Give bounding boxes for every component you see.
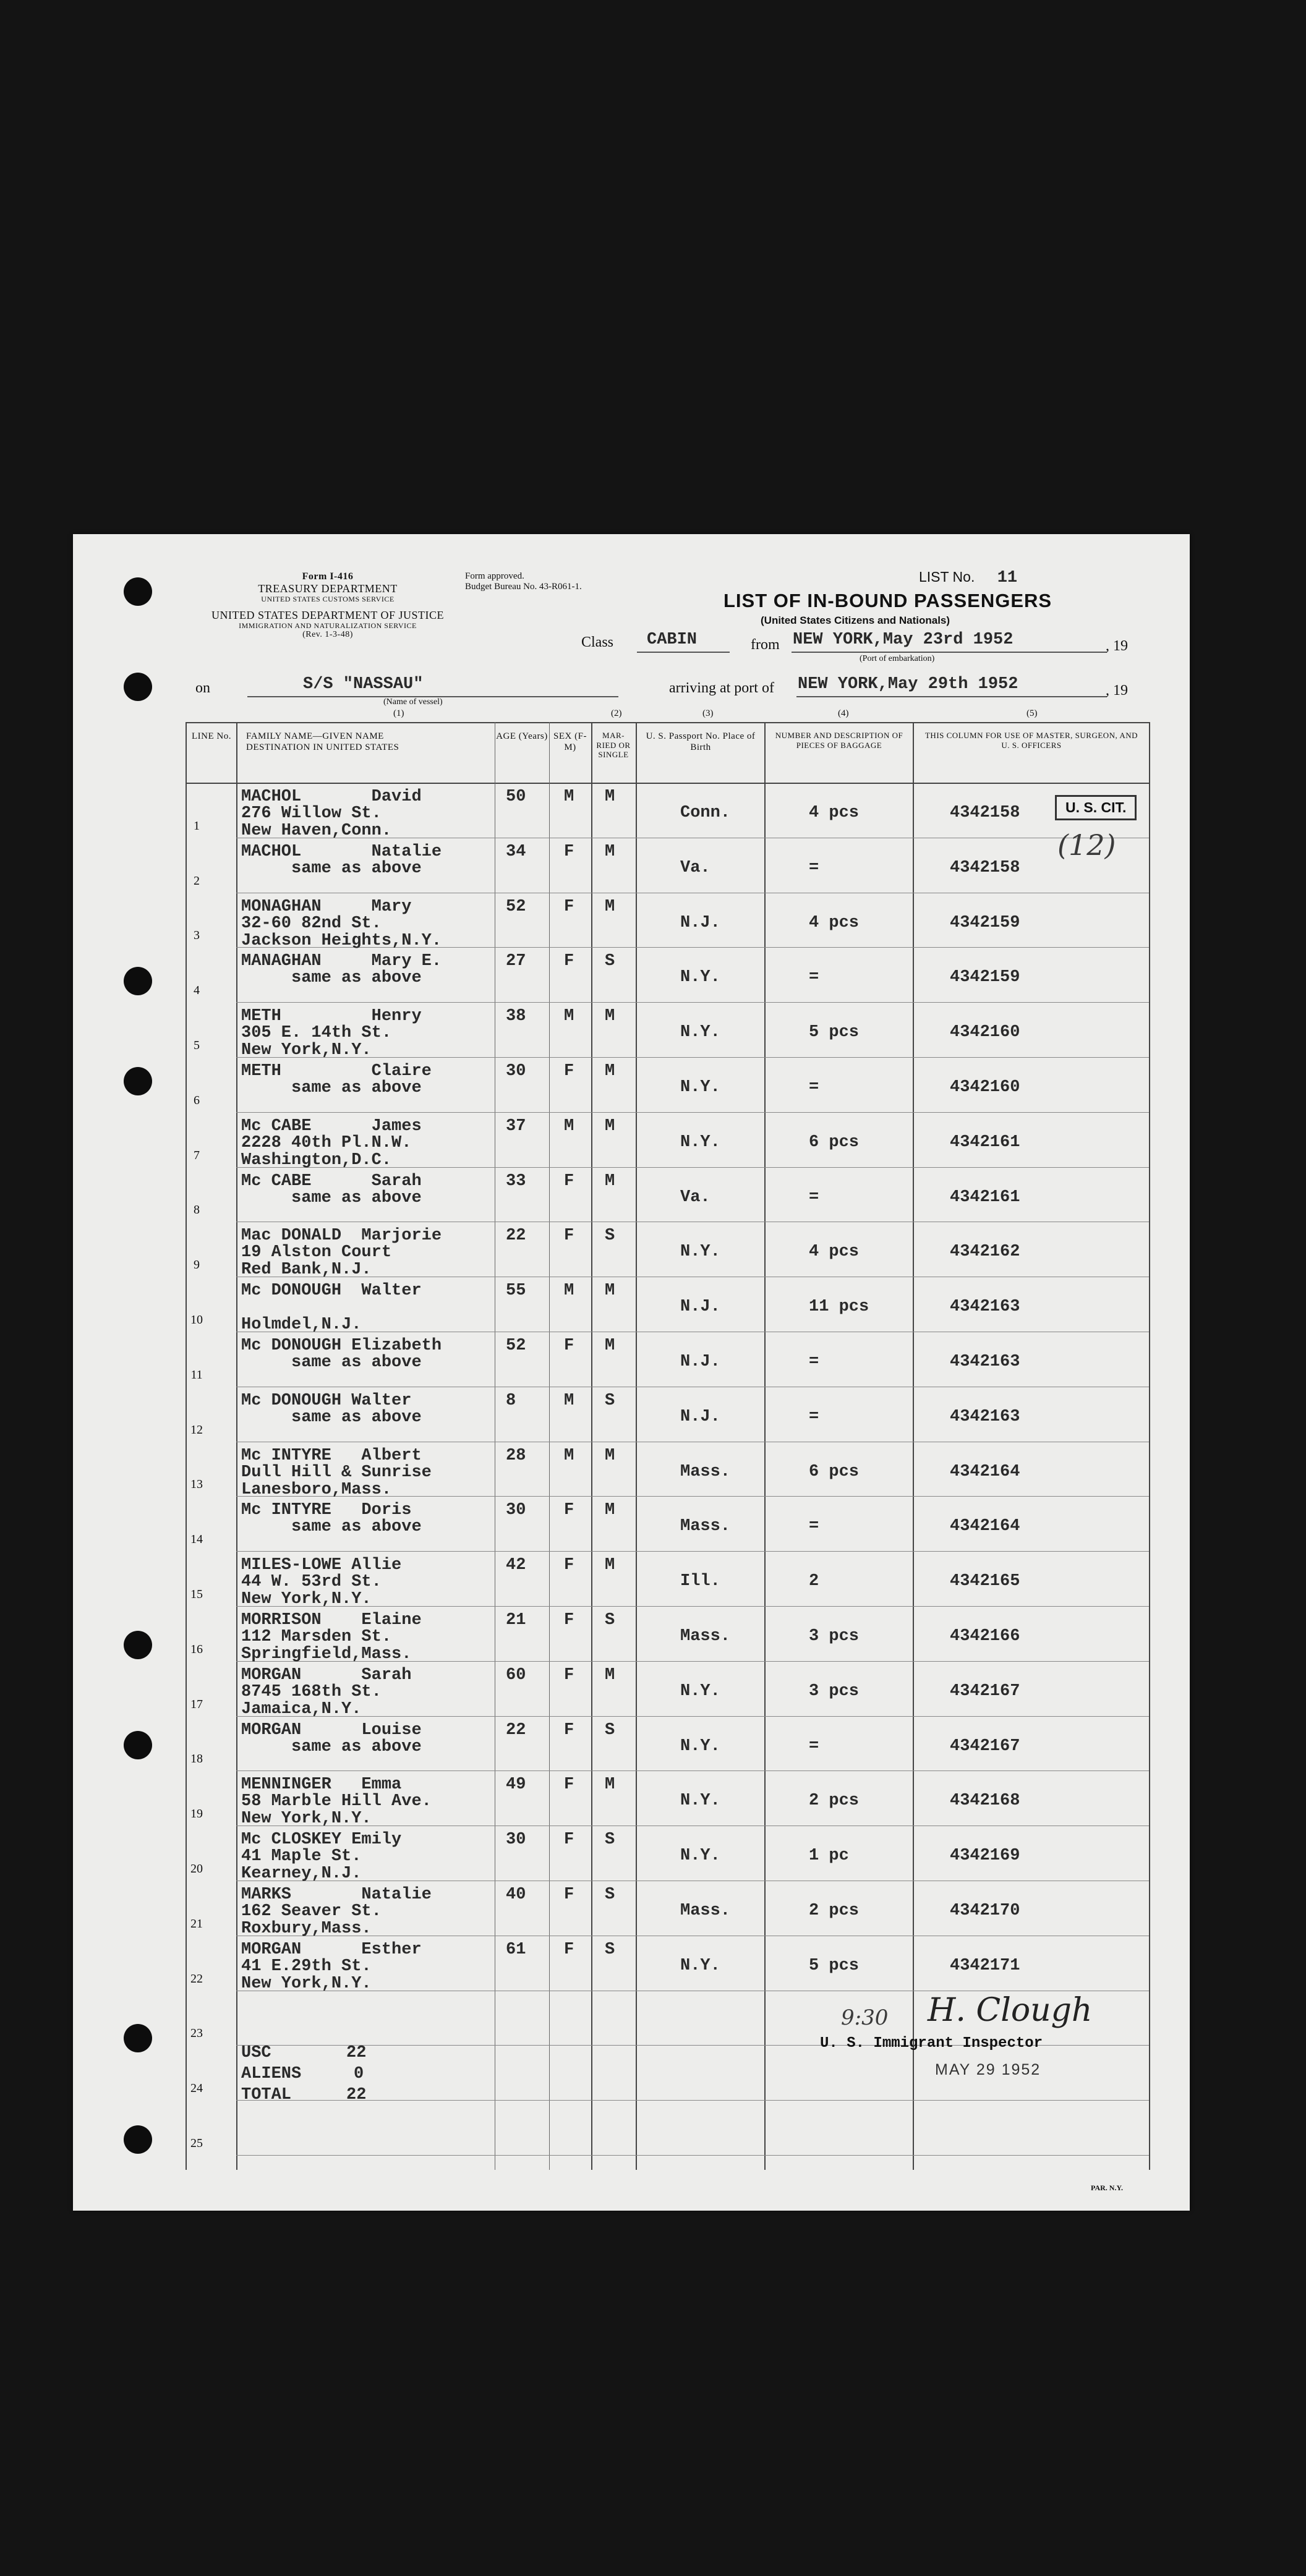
- row-passenger-name: MILES-LOWE Allie: [241, 1556, 402, 1575]
- row-age: 30: [506, 1501, 526, 1520]
- row-passenger-name: MENNINGER Emma: [241, 1775, 402, 1795]
- row-baggage: =: [809, 1517, 819, 1536]
- row-destination: same as above: [241, 1408, 422, 1427]
- row-sex: F: [564, 842, 574, 861]
- row-destination: same as above: [241, 1737, 422, 1756]
- row-destination: 2228 40th Pl.N.W. Washington,D.C.: [241, 1133, 412, 1170]
- row-marital-status: S: [605, 1391, 615, 1410]
- row-reference-number: 4342159: [950, 913, 1020, 932]
- row-line-number: 2: [194, 874, 200, 888]
- row-baggage: =: [809, 858, 819, 877]
- row-line-number: 3: [194, 929, 200, 943]
- list-no-value: 11: [997, 569, 1018, 587]
- treasury-dept: TREASURY DEPARTMENT: [258, 582, 398, 595]
- row-baggage: 11 pcs: [809, 1298, 869, 1317]
- row-reference-number: 4342161: [950, 1188, 1020, 1207]
- col-name-label: FAMILY NAME—GIVEN NAME: [246, 731, 384, 741]
- row-marital-status: S: [605, 1940, 615, 1959]
- class-value: CABIN: [647, 631, 698, 649]
- us-cit-stamp: U. S. CIT.: [1055, 795, 1137, 820]
- row-age: 60: [506, 1665, 526, 1685]
- row-age: 49: [506, 1775, 526, 1795]
- punch-hole: [124, 967, 152, 995]
- row-marital-status: M: [605, 1282, 615, 1301]
- row-line-number: 19: [190, 1807, 203, 1821]
- row-passenger-name: MORGAN Sarah: [241, 1665, 412, 1685]
- row-birthplace: N.Y.: [680, 1078, 720, 1097]
- row-line-number: 6: [194, 1093, 200, 1107]
- row-birthplace: N.Y.: [680, 1792, 720, 1811]
- row-sex: F: [564, 1885, 574, 1904]
- row-reference-number: 4342167: [950, 1736, 1020, 1756]
- row-marital-status: M: [605, 1775, 615, 1795]
- row-sex: M: [564, 1446, 574, 1465]
- customs-service: UNITED STATES CUSTOMS SERVICE: [261, 595, 395, 604]
- row-line-number: 22: [190, 1971, 203, 1986]
- year-suffix: , 19: [1106, 638, 1128, 654]
- row-reference-number: 4342159: [950, 968, 1020, 987]
- col-num-1: (1): [393, 708, 404, 718]
- row-line-number: 11: [190, 1367, 203, 1382]
- row-destination: 58 Marble Hill Ave. New York,N.Y.: [241, 1792, 432, 1829]
- row-birthplace: N.J.: [680, 1407, 720, 1426]
- row-destination: 41 Maple St. Kearney,N.J.: [241, 1847, 362, 1884]
- row-destination: Dull Hill & Sunrise Lanesboro,Mass.: [241, 1463, 432, 1499]
- row-passenger-name: Mc DONOUGH Walter: [241, 1282, 422, 1301]
- form-revision: (Rev. 1-3-48): [302, 630, 353, 640]
- totals-usc: 22: [346, 2044, 367, 2062]
- row-age: 61: [506, 1940, 526, 1959]
- row-destination: 41 E.29th St. New York,N.Y.: [241, 1957, 372, 1993]
- col-num-5: (5): [1026, 708, 1038, 718]
- justice-dept: UNITED STATES DEPARTMENT OF JUSTICE: [211, 608, 444, 621]
- row-passenger-name: Mc CABE James: [241, 1116, 422, 1136]
- row-baggage: 3 pcs: [809, 1627, 860, 1646]
- handwritten-count: (12): [1057, 828, 1116, 862]
- row-baggage: 6 pcs: [809, 1133, 860, 1152]
- punch-hole: [124, 673, 152, 701]
- col-pieces-header: NUMBER AND DESCRIPTION OF PIECES OF BAGGAGE: [775, 731, 903, 750]
- row-line-number: 9: [194, 1258, 200, 1272]
- row-reference-number: 4342171: [950, 1956, 1020, 1975]
- row-passenger-name: METH Claire: [241, 1062, 432, 1081]
- row-age: 21: [506, 1611, 526, 1630]
- row-marital-status: M: [605, 788, 615, 806]
- row-line-number: 1: [194, 818, 200, 833]
- row-line-number: 8: [194, 1203, 200, 1217]
- row-marital-status: S: [605, 1885, 615, 1904]
- row-destination: same as above: [241, 859, 422, 878]
- row-baggage: 2 pcs: [809, 1902, 860, 1920]
- punch-hole: [124, 2125, 152, 2154]
- punch-hole: [124, 1067, 152, 1095]
- row-destination: 32-60 82nd St. Jackson Heights,N.Y.: [241, 914, 442, 950]
- from-value: NEW YORK,May 23rd 1952: [793, 631, 1014, 649]
- row-reference-number: 4342169: [950, 1847, 1020, 1866]
- row-destination: 44 W. 53rd St. New York,N.Y.: [241, 1573, 382, 1609]
- row-destination: 276 Willow St. New Haven,Conn.: [241, 804, 392, 840]
- row-passenger-name: MORGAN Louise: [241, 1720, 422, 1740]
- row-sex: F: [564, 1940, 574, 1959]
- col-dest-label: DESTINATION IN UNITED STATES: [246, 742, 399, 752]
- row-destination: 162 Seaver St. Roxbury,Mass.: [241, 1902, 382, 1938]
- row-destination: Holmdel,N.J.: [241, 1316, 362, 1335]
- row-reference-number: 4342161: [950, 1133, 1020, 1152]
- row-age: 8: [506, 1391, 516, 1410]
- row-marital-status: M: [605, 1446, 615, 1465]
- row-age: 40: [506, 1885, 526, 1904]
- row-destination: 305 E. 14th St. New York,N.Y.: [241, 1024, 392, 1060]
- date-stamp: MAY 29 1952: [935, 2061, 1041, 2078]
- row-age: 30: [506, 1062, 526, 1081]
- col-num-4: (4): [838, 708, 849, 718]
- row-line-number: 15: [190, 1588, 203, 1601]
- row-line-number: 18: [190, 1752, 203, 1766]
- row-passenger-name: Mc CABE Sarah: [241, 1171, 422, 1191]
- row-birthplace: N.Y.: [680, 1956, 720, 1975]
- row-reference-number: 4342165: [950, 1572, 1020, 1591]
- row-line-number: 14: [190, 1532, 203, 1547]
- on-label: on: [195, 680, 210, 696]
- row-birthplace: N.Y.: [680, 1133, 720, 1152]
- row-line-number: 5: [194, 1039, 200, 1052]
- row-passenger-name: MORGAN Esther: [241, 1940, 422, 1959]
- row-marital-status: M: [605, 1665, 615, 1685]
- row-sex: F: [564, 1720, 574, 1740]
- row-line-number: 10: [190, 1313, 203, 1327]
- row-passenger-name: Mac DONALD Marjorie: [241, 1226, 442, 1246]
- row-passenger-name: MACHOL David: [241, 788, 422, 806]
- row-passenger-name: Mc CLOSKEY Emily: [241, 1830, 402, 1850]
- row-line-number: 20: [190, 1862, 203, 1876]
- row-destination: 19 Alston Court Red Bank,N.J.: [241, 1243, 392, 1280]
- row-age: 28: [506, 1446, 526, 1465]
- row-passenger-name: Mc INTYRE Albert: [241, 1446, 422, 1465]
- row-baggage: 6 pcs: [809, 1462, 860, 1481]
- row-marital-status: M: [605, 897, 615, 916]
- row-line-number: 13: [190, 1477, 203, 1492]
- totals-total-label: TOTAL: [241, 2086, 292, 2104]
- totals-total: 22: [346, 2086, 367, 2104]
- row-marital-status: M: [605, 1116, 615, 1136]
- class-label: Class: [581, 634, 614, 650]
- row-reference-number: 4342164: [950, 1462, 1020, 1481]
- row-reference-number: 4342163: [950, 1353, 1020, 1371]
- form-header-left: [204, 571, 451, 640]
- row-birthplace: Ill.: [680, 1572, 720, 1591]
- row-reference-number: 4342168: [950, 1792, 1020, 1811]
- row-sex: M: [564, 1007, 574, 1026]
- row-marital-status: S: [605, 952, 615, 971]
- row-age: 52: [506, 1337, 526, 1355]
- ins-service: IMMIGRATION AND NATURALIZATION SERVICE: [239, 621, 417, 630]
- row-sex: F: [564, 1062, 574, 1081]
- row-reference-number: 4342166: [950, 1627, 1020, 1646]
- row-destination: same as above: [241, 1079, 422, 1097]
- row-line-number: 25: [190, 2136, 203, 2150]
- row-baggage: 4 pcs: [809, 1243, 860, 1262]
- row-baggage: =: [809, 968, 819, 987]
- row-baggage: 2: [809, 1572, 819, 1591]
- row-reference-number: 4342162: [950, 1243, 1020, 1262]
- row-birthplace: N.Y.: [680, 1736, 720, 1756]
- row-baggage: 2 pcs: [809, 1792, 860, 1811]
- row-passenger-name: MACHOL Natalie: [241, 842, 442, 861]
- row-destination: 112 Marsden St. Springfield,Mass.: [241, 1628, 412, 1664]
- row-birthplace: N.Y.: [680, 1681, 720, 1701]
- row-marital-status: M: [605, 1501, 615, 1520]
- row-sex: F: [564, 1556, 574, 1575]
- row-age: 52: [506, 897, 526, 916]
- row-sex: F: [564, 1611, 574, 1630]
- row-marital-status: S: [605, 1830, 615, 1850]
- row-age: 50: [506, 788, 526, 806]
- row-destination: 8745 168th St. Jamaica,N.Y.: [241, 1682, 382, 1719]
- row-reference-number: 4342160: [950, 1023, 1020, 1042]
- row-sex: M: [564, 1116, 574, 1136]
- row-sex: F: [564, 1775, 574, 1795]
- row-age: 33: [506, 1171, 526, 1191]
- row-reference-number: 4342170: [950, 1902, 1020, 1920]
- row-birthplace: N.J.: [680, 913, 720, 932]
- row-age: 38: [506, 1007, 526, 1026]
- row-baggage: =: [809, 1353, 819, 1371]
- row-reference-number: 4342163: [950, 1298, 1020, 1317]
- col-num-3: (3): [702, 708, 714, 718]
- row-passenger-name: MONAGHAN Mary: [241, 897, 412, 916]
- row-passenger-name: MARKS Natalie: [241, 1885, 432, 1904]
- from-label: from: [751, 637, 780, 653]
- row-passenger-name: MORRISON Elaine: [241, 1611, 422, 1630]
- row-birthplace: N.Y.: [680, 1847, 720, 1866]
- row-age: 34: [506, 842, 526, 861]
- arriving-label: arriving at port of: [669, 680, 774, 696]
- row-baggage: 4 pcs: [809, 913, 860, 932]
- page-title: LIST OF IN-BOUND PASSENGERS: [723, 590, 1052, 611]
- col-master-header: THIS COLUMN FOR USE OF MASTER, SURGEON, AND U. S. OFFICERS: [924, 731, 1138, 750]
- row-marital-status: M: [605, 1171, 615, 1191]
- row-marital-status: M: [605, 1556, 615, 1575]
- row-age: 27: [506, 952, 526, 971]
- row-reference-number: 4342167: [950, 1681, 1020, 1701]
- row-birthplace: Va.: [680, 1188, 711, 1207]
- row-sex: F: [564, 1665, 574, 1685]
- row-passenger-name: METH Henry: [241, 1007, 422, 1026]
- row-reference-number: 4342158: [950, 858, 1020, 877]
- punch-hole: [124, 1631, 152, 1659]
- row-passenger-name: Mc DONOUGH Walter: [241, 1391, 412, 1410]
- inspector-label: U. S. Immigrant Inspector: [820, 2035, 1043, 2052]
- row-birthplace: Conn.: [680, 804, 731, 822]
- row-birthplace: N.J.: [680, 1298, 720, 1317]
- row-sex: F: [564, 1337, 574, 1355]
- row-baggage: =: [809, 1407, 819, 1426]
- row-birthplace: N.Y.: [680, 968, 720, 987]
- row-reference-number: 4342160: [950, 1078, 1020, 1097]
- arriving-value: NEW YORK,May 29th 1952: [798, 675, 1018, 694]
- row-baggage: =: [809, 1188, 819, 1207]
- row-destination: same as above: [241, 969, 422, 988]
- list-no-label: LIST No.: [919, 569, 975, 585]
- vessel-note: (Name of vessel): [383, 697, 443, 707]
- row-birthplace: Mass.: [680, 1902, 731, 1920]
- col-num-2: (2): [611, 708, 622, 718]
- row-age: 22: [506, 1226, 526, 1246]
- col-age-header: AGE (Years): [496, 731, 548, 741]
- row-marital-status: M: [605, 842, 615, 861]
- row-baggage: 5 pcs: [809, 1023, 860, 1042]
- row-line-number: 12: [190, 1422, 203, 1437]
- form-approval: [465, 571, 626, 593]
- form-number: Form I-416: [302, 571, 354, 582]
- row-marital-status: M: [605, 1062, 615, 1081]
- row-passenger-name: Mc DONOUGH Elizabeth: [241, 1337, 442, 1355]
- totals-usc-label: USC: [241, 2044, 271, 2062]
- row-birthplace: Va.: [680, 858, 711, 877]
- row-sex: F: [564, 1171, 574, 1191]
- row-line-number: 4: [194, 984, 200, 998]
- row-baggage: 4 pcs: [809, 804, 860, 822]
- port-embark-note: (Port of embarkation): [860, 654, 935, 663]
- row-line-number: 16: [190, 1642, 203, 1656]
- totals-aliens-label: ALIENS: [241, 2065, 302, 2083]
- row-marital-status: S: [605, 1226, 615, 1246]
- punch-hole: [124, 1731, 152, 1759]
- row-marital-status: S: [605, 1720, 615, 1740]
- row-birthplace: Mass.: [680, 1627, 731, 1646]
- row-baggage: 5 pcs: [809, 1956, 860, 1975]
- row-age: 22: [506, 1720, 526, 1740]
- row-sex: F: [564, 1501, 574, 1520]
- row-destination: same as above: [241, 1518, 422, 1537]
- printer-mark: PAR. N.Y.: [1091, 2183, 1124, 2192]
- page-subtitle: (United States Citizens and Nationals): [761, 614, 950, 626]
- row-passenger-name: Mc INTYRE Doris: [241, 1501, 412, 1520]
- passenger-table: [186, 722, 1150, 2170]
- row-passenger-name: MANAGHAN Mary E.: [241, 952, 442, 971]
- row-marital-status: M: [605, 1337, 615, 1355]
- row-reference-number: 4342164: [950, 1517, 1020, 1536]
- row-marital-status: S: [605, 1611, 615, 1630]
- col-passport-header: U. S. Passport No. Place of Birth: [646, 731, 756, 752]
- row-line-number: 23: [190, 2026, 203, 2041]
- row-baggage: =: [809, 1078, 819, 1097]
- row-sex: F: [564, 897, 574, 916]
- col-married-header: MAR-RIED OR SINGLE: [596, 731, 631, 760]
- row-age: 30: [506, 1830, 526, 1850]
- row-birthplace: N.Y.: [680, 1243, 720, 1262]
- row-sex: F: [564, 952, 574, 971]
- inspector-signature: H. Clough: [928, 1992, 1093, 2029]
- row-reference-number: 4342163: [950, 1407, 1020, 1426]
- row-reference-number: 4342158: [950, 804, 1020, 822]
- row-destination: same as above: [241, 1353, 422, 1372]
- row-age: 55: [506, 1282, 526, 1301]
- row-line-number: 7: [194, 1148, 200, 1162]
- punch-hole: [124, 577, 152, 606]
- row-birthplace: Mass.: [680, 1517, 731, 1536]
- row-sex: M: [564, 1391, 574, 1410]
- form-approved: Form approved.: [465, 571, 524, 581]
- row-age: 37: [506, 1116, 526, 1136]
- vessel-name: S/S "NASSAU": [303, 675, 424, 694]
- year-suffix: , 19: [1106, 682, 1128, 699]
- row-baggage: 3 pcs: [809, 1681, 860, 1701]
- punch-hole: [124, 2024, 152, 2052]
- row-birthplace: N.Y.: [680, 1023, 720, 1042]
- handwritten-time: 9:30: [841, 2005, 889, 2030]
- row-sex: M: [564, 1282, 574, 1301]
- budget-bureau: Budget Bureau No. 43-R061-1.: [465, 582, 582, 592]
- row-birthplace: Mass.: [680, 1462, 731, 1481]
- row-sex: F: [564, 1830, 574, 1850]
- row-line-number: 24: [190, 2081, 203, 2096]
- list-number: [919, 569, 1017, 587]
- row-line-number: 21: [190, 1916, 203, 1931]
- col-sex-header: SEX (F-M): [553, 731, 587, 752]
- row-destination: same as above: [241, 1188, 422, 1207]
- row-baggage: =: [809, 1736, 819, 1756]
- row-baggage: 1 pc: [809, 1847, 849, 1866]
- row-age: 42: [506, 1556, 526, 1575]
- row-sex: M: [564, 788, 574, 806]
- row-marital-status: M: [605, 1007, 615, 1026]
- totals-aliens: 0: [354, 2065, 364, 2083]
- row-birthplace: N.J.: [680, 1353, 720, 1371]
- row-sex: F: [564, 1226, 574, 1246]
- row-line-number: 17: [190, 1697, 203, 1711]
- col-line-header: LINE No.: [192, 731, 231, 741]
- col-name-header: [237, 731, 432, 753]
